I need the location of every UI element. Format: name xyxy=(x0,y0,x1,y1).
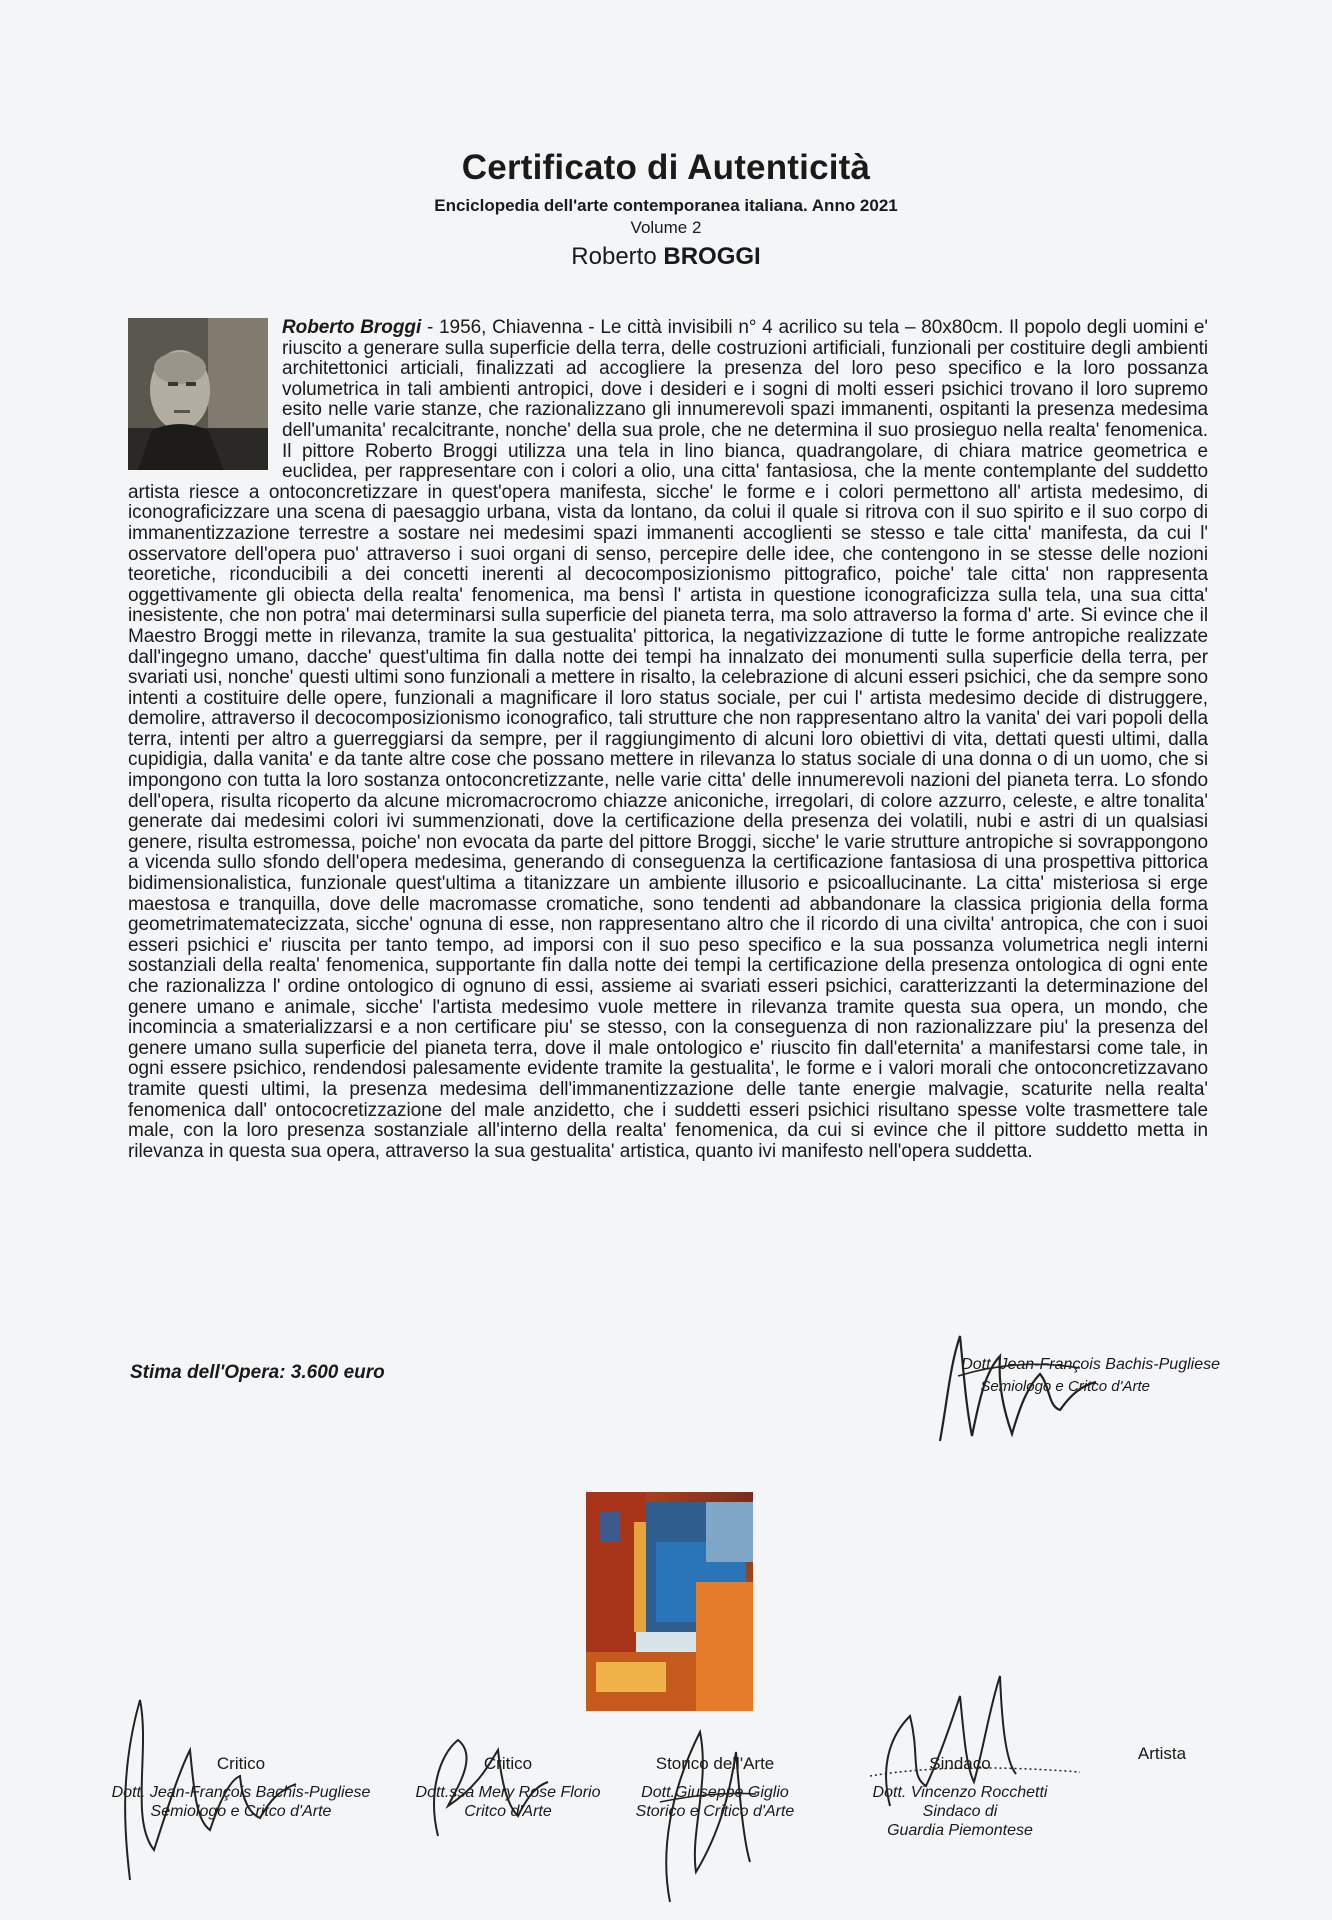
signature-name: Dott. Jean-François Bachis-Pugliese xyxy=(111,1784,371,1801)
page-title: Certificato di Autenticità xyxy=(461,148,871,187)
signature-role: Sindaco xyxy=(929,1754,991,1773)
signature-name: Dott.Giuseppe Giglio xyxy=(641,1784,789,1801)
signature-block-mayor xyxy=(840,1754,1080,1840)
signature-role: Critico xyxy=(216,1754,266,1773)
signature-role: Storico dell'Arte xyxy=(655,1754,775,1773)
top-signature-block xyxy=(860,1356,1220,1395)
signature-title: Semiologo e Critco d'Arte xyxy=(150,1803,332,1820)
signature-title: Critco d'Arte xyxy=(464,1803,552,1820)
artist-portrait-photo xyxy=(128,318,268,470)
signature-block-critic-2 xyxy=(398,1754,618,1821)
signature-block-art-historian xyxy=(620,1754,810,1821)
artwork-estimate: Stima dell'Opera: 3.600 euro xyxy=(130,1362,385,1383)
artwork-image xyxy=(586,1492,753,1711)
signature-title: Storico e Critico d'Arte xyxy=(635,1803,795,1820)
signature-name: Dott.ssa Mery Rose Florio xyxy=(415,1784,601,1801)
encyclopedia-subtitle: Enciclopedia dell'arte contemporanea italiana. Anno 2021 xyxy=(434,196,898,215)
signature-role: Critico xyxy=(483,1754,533,1773)
signature-name: Dott. Vincenzo Rocchetti xyxy=(872,1784,1048,1801)
artist-surname: BROGGI xyxy=(663,243,761,270)
artist-first-name: Roberto xyxy=(571,243,657,270)
volume-label: Volume 2 xyxy=(630,218,702,237)
artist-lead-name: Roberto Broggi xyxy=(282,317,422,338)
signature-title: Sindaco di xyxy=(922,1803,998,1820)
top-signature-name: Dott. Jean-François Bachis-Pugliese xyxy=(961,1356,1220,1373)
artwork-description xyxy=(128,318,1208,1162)
signature-block-critic-1 xyxy=(86,1754,396,1821)
signature-role: Artista xyxy=(1137,1744,1187,1763)
signature-block-artist xyxy=(1112,1744,1212,1764)
signature-title-2: Guardia Piemontese xyxy=(887,1822,1033,1839)
top-signature-role: Semiologo e Critco d'Arte xyxy=(980,1378,1150,1395)
description-text: - 1956, Chiavenna - Le città invisibili n° 4 acrilico su tela – 80x80cm. Il popolo degli uomini e' riuscito a generare sulla superficie della terra, delle costruzioni artificiali, funzionali per costituire degli ambienti architettonici articiali, finalizzati ad accogliere la presenza del loro peso specifico e la loro possanza volumetrica in tali ambienti antropici, dove i desideri e i sogni di molti esseri psichici trovano il loro supremo esito nelle varie stanze, che razionalizzano gli innumerevoli spazi immanenti, ospitanti la presenza medesima dell'umanita' recalcitrante, nonche' della sua prole, che ne determina il suo prosieguo nella realta' fenomenica. Il pittore Roberto Broggi utilizza una tela in lino bianca, quadrangolare, di chiara matrice geometrica e euclidea, per rappresentare con i colori a olio, una citta' fantasiosa, che la mente contemplante del suddetto artista riesce a ontoconcretizzare in quest'opera manifesta, sicche' le forme e i colori permettono all' artista medesimo, di iconograficizzare una scena di paesaggio urbana, vista da lontano, da colui il quale si ritrova con il suo spirito e il suo corpo di immanentizzazione terrestre a sostare nei medesimi spazi immanenti accoglienti se stesso e tale citta' manifesta, da cui l' osservatore dell'opera puo' attraverso i suoi organi di senso, percepire delle idee, che contengono in se stesse delle nozioni teoretiche, riconducibili a dei concetti inerenti al decocomposizionismo pittografico, poiche' tale citta' non rappresenta oggettivamente gli obiecta della realta' fenomenica, ma bensì l' artista in questione iconograficizza sulla tela, una sua citta' inesistente, che non potra' mai determinarsi sulla superficie del pianeta terra, ma solo attraverso la forma d' arte. Si evince che il Maestro Broggi mette in rilevanza, tramite la sua gestualita' pittorica, la negativizzazione di tutte le forme antropiche realizzate dall'ingegno umano, dacche' quest'ultima fin dalla notte dei tempi ha innalzato dei monumenti sulla superficie della terra, per svariati usi, nonche' questi ultimi sono funzionali a mettere in risalto, la celebrazione di alcuni esseri psichici, che da sempre sono intenti a costituire delle opere, funzionali a magnificare il loro status sociale, per cui l' artista medesimo decide di distruggere, demolire, attraverso il decocomposizionismo iconografico, tali strutture che non rappresentano altro la vanita' dei vari popoli della terra, intenti per altro a guerreggiarsi da sempre, per il raggiungimento di alcuni loro obiettivi di vita, dettati questi ultimi, dalla cupidigia, dalla vanita' e da tante altre cose che possano mettere in rilevanza lo status sociale di una donna o di un uomo, che si impongono con tutta la loro sostanza ontoconcretizzante, nelle varie citta' delle innumerevoli nazioni del pianeta terra. Lo sfondo dell'opera, risulta ricoperto da alcune micromacrocromo chiazze aniconiche, irregolari, di colore azzurro, celeste, e altre tonalita' generate dai medesimi colori ivi summenzionati, dove la certificazione della presenza dei volatili, nubi e astri di un qualsiasi genere, risulta estromessa, poiche' non evocata da parte del pittore Broggi, sicche' le varie strutture antropiche si sovrappongono a vicenda sullo sfondo dell'opera medesima, generando di conseguenza la certificazione fantasiosa di una prospettiva pittorica bidimensionalistica, funzionale quest'ultima a titanizzare un ambiente illusorio e psicoallucinante. La citta' misteriosa si erge maestosa e tranquilla, dove delle macromasse cromatiche, sono tendenti ad abbandonare la classica prigionia della forma geometrimatematecizzata, sicche' ognuna di esse, non rappresentano altro che il ricordo di una civilta' antropica, che con i suoi esseri psichici e' riuscita per tanto tempo, ad imporsi con il suo peso specifico e la sua possanza volumetrica negli interni sostanziali della realta' fenomenica, supportante fin dalla notte dei tempi la certificazione della presenza ontologica di ogni ente che razionalizza l' ordine ontologico di ognuno di essi, assieme ai svariati esseri psichici, caratterizzanti la determinazione del genere umano e animale, sicche' l'artista medesimo vuole mettere in rilevanza tramite questa sua opera, un mondo, che incomincia a smaterializzarsi e a non certificare piu' se stesso, con la conseguenza di non razionalizzare piu' la presenza del genere umano sulla superficie del pianeta terra, dove il male ontologico e' riuscito fin dall'eternita' a manifestarsi come tale, in ogni essere psichico, rendendosi palesamente evidente tramite la gestualita', le forme e i valori morali che ontoconcretizzavano tramite questi ultimi, la presenza medesima dell'immanentizzazione delle tante energie malvagie, scaturite nella realta' fenomenica dall' ontococretizzazione del male anzidetto, che i suddetti esseri psichici risultano spesse volte trasmettere tale male, con la loro presenza sostanziale all'interno della realta' fenomenica, da cui si evince che il pittore suddetto metta in rilevanza in questa sua opera, attraverso la sua gestualita' artistica, quanto ivi manifesto nell'opera suddetta. xyxy=(128,317,1208,1162)
artist-name xyxy=(0,243,1332,271)
certificate-header xyxy=(0,148,1332,271)
